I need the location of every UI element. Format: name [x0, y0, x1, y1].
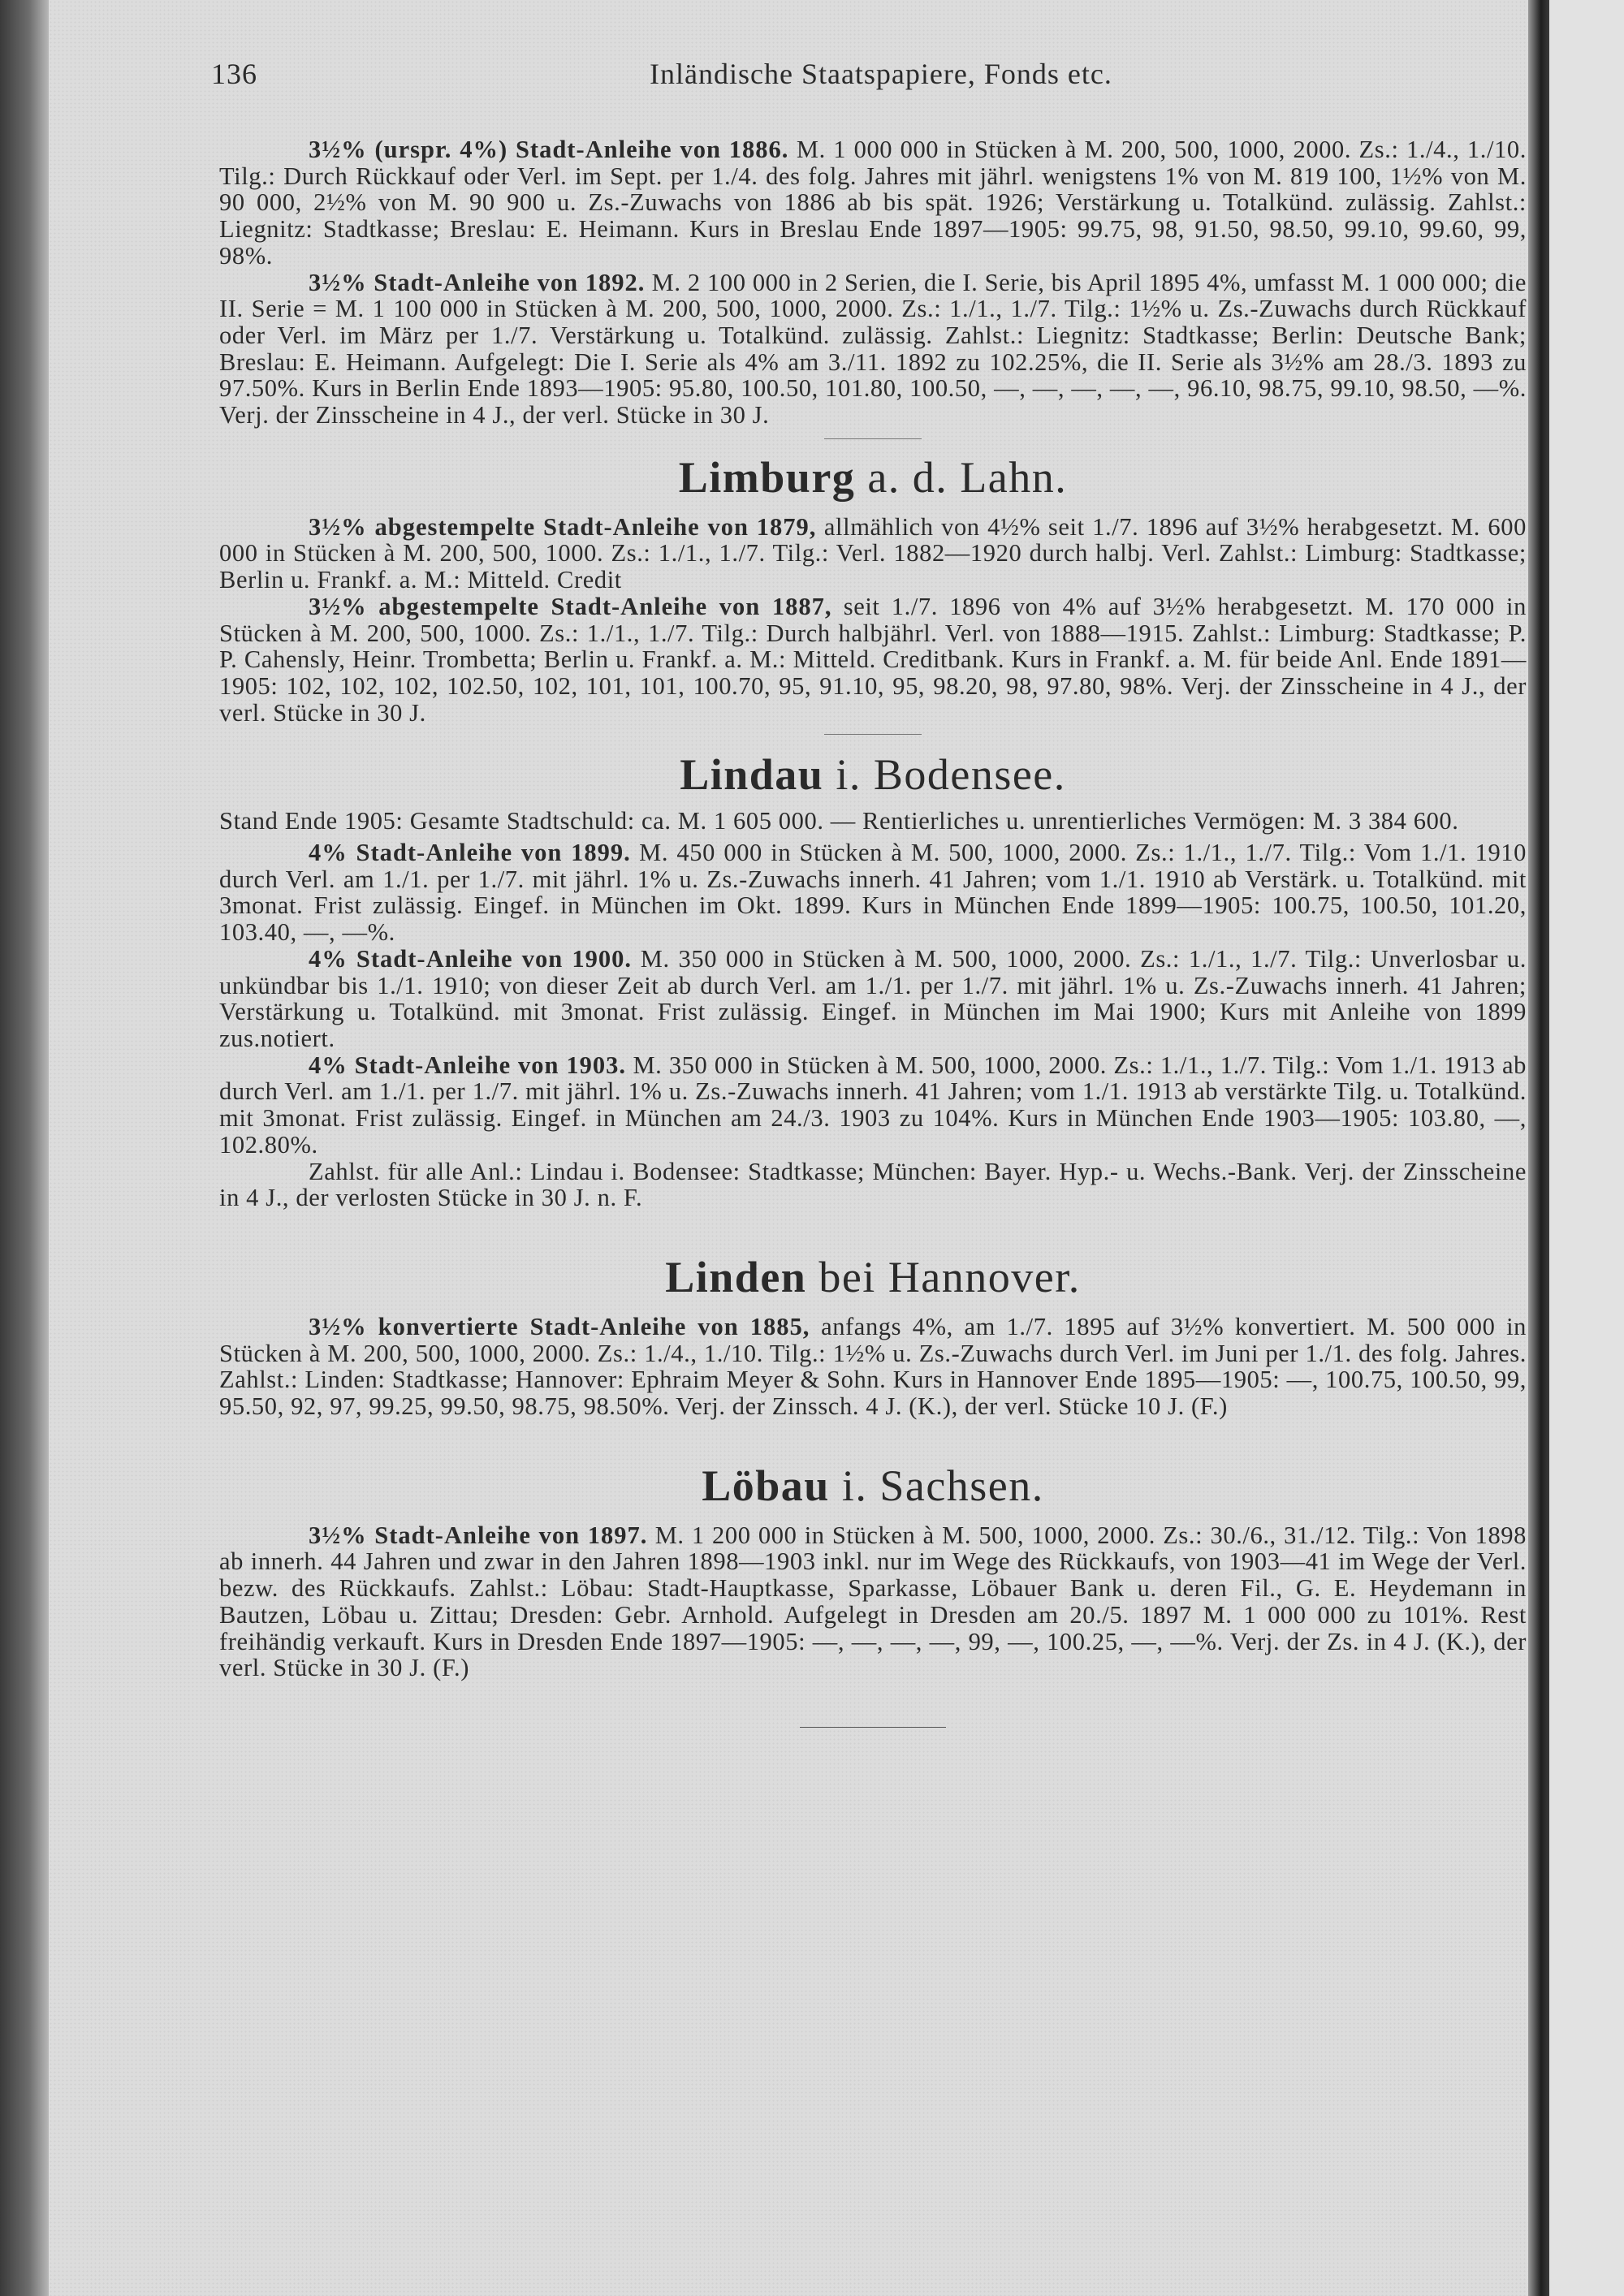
city-heading: [219, 451, 1527, 504]
city-heading: [219, 748, 1527, 801]
bond-body: M. 450 000 in Stücken à M. 500, 1000, 2000. Zs.: 1./1., 1./7. Tilg.: Vom 1./1. 1910 durch Verl. am 1./1. per 1./7. mit jährl. 1% u. Zs.-Zuwachs innerh. 41 Jahren; vom 1./1. 1910 ab Verstärk. u. Totalkünd. mit 3monat. Frist zulässig. Eingef. in München im Okt. 1899. Kurs in München Ende 1899—1905: 100.75, 100.50, 101.20, 103.40, —, —%.: [219, 839, 1527, 947]
bond-entry: [219, 136, 1527, 270]
bond-title: 4% Stadt-Anleihe von 1900.: [309, 944, 632, 973]
bond-title: 3½% Stadt-Anleihe von 1897.: [309, 1521, 648, 1549]
bond-entry: [219, 1052, 1527, 1159]
bond-body: M. 350 000 in Stücken à M. 500, 1000, 2000. Zs.: 1./1., 1./7. Tilg.: Unverlosbar u. unkündbar bis 1./1. 1910; von dieser Zeit ab durch Verl. am 1./1. per 1./7. mit jährl. 1% u. Zs.-Zuwachs innerh. 41 Jahren; Verstärkung u. Totalkünd. mit 3monat. Frist zulässig. Eingef. in München im Mai 1900; Kurs mit Anleihe von 1899 zus.notiert.: [219, 944, 1527, 1052]
city-suffix: bei Hannover.: [818, 1252, 1081, 1301]
bond-entry: [219, 1314, 1527, 1420]
city-name: Limburg: [678, 452, 856, 502]
section-footnote: Zahlst. für alle Anl.: Lindau i. Bodensee: Stadtkasse; München: Bayer. Hyp.- u. Wechs.-Bank. Verj. der Zinsscheine in 4 J., der verlosten Stücke in 30 J. n. F.: [219, 1157, 1527, 1212]
bond-title: 3½% abgestempelte Stadt-Anleihe von 1887,: [309, 592, 832, 620]
intro-entries: [219, 136, 1527, 429]
page-header: [162, 57, 1462, 97]
city-debt-summary: Stand Ende 1905: Gesamte Stadtschuld: ca. M. 1 605 000. — Rentierliches u. unrentierliches Vermögen: M. 3 384 600.: [219, 807, 1459, 835]
bond-entry: [219, 514, 1527, 593]
bond-entry: [219, 946, 1527, 1052]
bond-title: 3½% konvertierte Stadt-Anleihe von 1885,: [309, 1312, 810, 1340]
page-content: [219, 136, 1527, 1728]
bond-body: M. 2 100 000 in 2 Serien, die I. Serie, bis April 1895 4%, umfasst M. 1 000 000; die II. Serie = M. 1 100 000 in Stücken à M. 200, 500, 1000, 2000. Zs.: 1./1., 1./7. Tilg.: 1½% u. Zs.-Zuwachs durch Rückkauf oder Verl. im März per 1./7. Verstärkung u. Totalkünd. zulässig. Zahlst.: Liegnitz: Stadtkasse; Berlin: Deutsche Bank; Breslau: E. Heimann. Aufgelegt: Die I. Serie als 4% am 3./11. 1892 zu 102.25%, die II. Serie als 3½% am 28./3. 1893 zu 97.50%. Kurs in Berlin Ende 1893—1905: 95.80, 100.50, 101.80, 100.50, —, —, —, —, —, 96.10, 98.75, 99.10, 98.50, —%. Verj. der Zinsscheine in 4 J., der verl. Stücke in 30 J.: [219, 268, 1527, 429]
bond-entry: [219, 270, 1527, 429]
city-suffix: i. Sachsen.: [841, 1461, 1044, 1510]
bond-body: seit 1./7. 1896 von 4% auf 3½% herabgesetzt. M. 170 000 in Stücken à M. 200, 500, 1000. Zs.: 1./1., 1./7. Tilg.: Durch halbjährl. Verl. von 1888—1915. Zahlst.: Limburg: Stadtkasse; P. P. Cahensly, Heinr. Trombetta; Berlin u. Frankf. a. M.: Mitteld. Creditbank. Kurs in Frankf. a. M. für beide Anl. Ende 1891—1905: 102, 102, 102, 102.50, 102, 101, 101, 100.70, 95, 91.10, 95, 98.20, 98, 97.80, 98%. Verj. der Zinsscheine in 4 J., der verl. Stücke in 30 J.: [219, 592, 1527, 727]
bond-entry: [219, 1522, 1527, 1681]
bond-body: allmählich von 4½% seit 1./7. 1896 auf 3½% herabgesetzt. M. 600 000 in Stücken à M. 200, 500, 1000. Zs.: 1./1., 1./7. Tilg.: Verl. 1882—1920 durch halbj. Verl. Zahlst.: Limburg: Stadtkasse; Berlin u. Frankf. a. M.: Mitteld. Credit: [219, 512, 1527, 594]
bond-title: 3½% (urspr. 4%) Stadt-Anleihe von 1886.: [309, 136, 789, 163]
bond-body: M. 1 200 000 in Stücken à M. 500, 1000, 2000. Zs.: 30./6., 31./12. Tilg.: Von 1898 ab innerh. 44 Jahren und zwar in den Jahren 1898—1903 inkl. nur im Wege des Rückkaufs, von 1903—41 im Wege der Verl. bezw. des Rückkaufs. Zahlst.: Löbau: Stadt-Hauptkasse, Sparkasse, Löbauer Bank u. deren Fil., G. E. Heydemann in Bautzen, Löbau u. Zittau; Dresden: Gebr. Arnhold. Aufgelegt in Dresden am 20./5. 1897 M. 1 000 000 zu 101%. Rest freihändig verkauft. Kurs in Dresden Ende 1897—1905: —, —, —, —, 99, —, 100.25, —, —%. Verj. der Zs. in 4 J. (K.), der verl. Stücke in 30 J. (F.): [219, 1521, 1527, 1682]
city-heading: [219, 1250, 1527, 1304]
scan-border-right: [1549, 0, 1624, 2296]
bond-body: M. 1 000 000 in Stücken à M. 200, 500, 1000, 2000. Zs.: 1./4., 1./10. Tilg.: Durch Rückkauf oder Verl. im Sept. per 1./4. des folg. Jahres mit jährl. wenigstens 1% von M. 819 100, 1½% von M. 90 000, 2½% von M. 90 900 u. Zs.-Zuwachs von 1886 ab bis spät. 1926; Verstärkung u. Totalkünd. zulässig. Zahlst.: Liegnitz: Stadtkasse; Breslau: E. Heimann. Kurs in Breslau Ende 1897—1905: 99.75, 98, 91.50, 98.50, 99.10, 99.60, 99, 98%.: [219, 136, 1527, 270]
city-name: Lindau: [680, 750, 824, 800]
bond-entry: [219, 839, 1527, 946]
end-rule: [800, 1727, 946, 1728]
city-suffix: a. d. Lahn.: [867, 452, 1068, 502]
scan-border-left: [0, 0, 49, 2296]
bond-title: 3½% abgestempelte Stadt-Anleihe von 1879,: [309, 512, 817, 541]
section-limburg: [219, 451, 1527, 727]
city-suffix: i. Bodensee.: [836, 750, 1066, 800]
bond-title: 3½% Stadt-Anleihe von 1892.: [309, 268, 646, 296]
section-linden: [219, 1250, 1527, 1420]
city-name: Löbau: [702, 1461, 830, 1510]
bond-entry: [219, 593, 1527, 727]
page-number: 136: [211, 58, 257, 90]
page-gutter: [1528, 0, 1549, 2296]
section-loebau: [219, 1459, 1527, 1681]
running-head: Inländische Staatspapiere, Fonds etc.: [650, 58, 1112, 90]
bond-body: M. 350 000 in Stücken à M. 500, 1000, 2000. Zs.: 1./1., 1./7. Tilg.: Vom 1./1. 1913 ab durch Verl. am 1./1. per 1./7. mit jährl. 1% u. Zs.-Zuwachs innerh. 41 Jahren; vom 1./1. 1913 ab verstärkte Tilg. u. Totalkünd. mit 3monat. Frist zulässig. Eingef. in München am 24./3. 1903 zu 104%. Kurs in München Ende 1903—1905: 103.80, —, 102.80%.: [219, 1051, 1527, 1159]
section-lindau: [219, 748, 1527, 1211]
city-name: Linden: [665, 1252, 807, 1301]
bond-body: anfangs 4%, am 1./7. 1895 auf 3½% konvertiert. M. 500 000 in Stücken à M. 200, 500, 1000, 2000. Zs.: 1./4., 1./10. Tilg.: 1½% u. Zs.-Zuwachs durch Verl. im Juni per 1./1. des folg. Jahres. Zahlst.: Linden: Stadtkasse; Hannover: Ephraim Meyer & Sohn. Kurs in Hannover Ende 1895—1905: —, 100.75, 100.50, 99, 95.50, 92, 97, 99.25, 99.50, 98.75, 98.50%. Verj. der Zinssch. 4 J. (K.), der verl. Stücke 10 J. (F.): [219, 1312, 1527, 1421]
city-heading: [219, 1459, 1527, 1513]
bond-title: 4% Stadt-Anleihe von 1899.: [309, 839, 631, 867]
bond-title: 4% Stadt-Anleihe von 1903.: [309, 1051, 626, 1079]
